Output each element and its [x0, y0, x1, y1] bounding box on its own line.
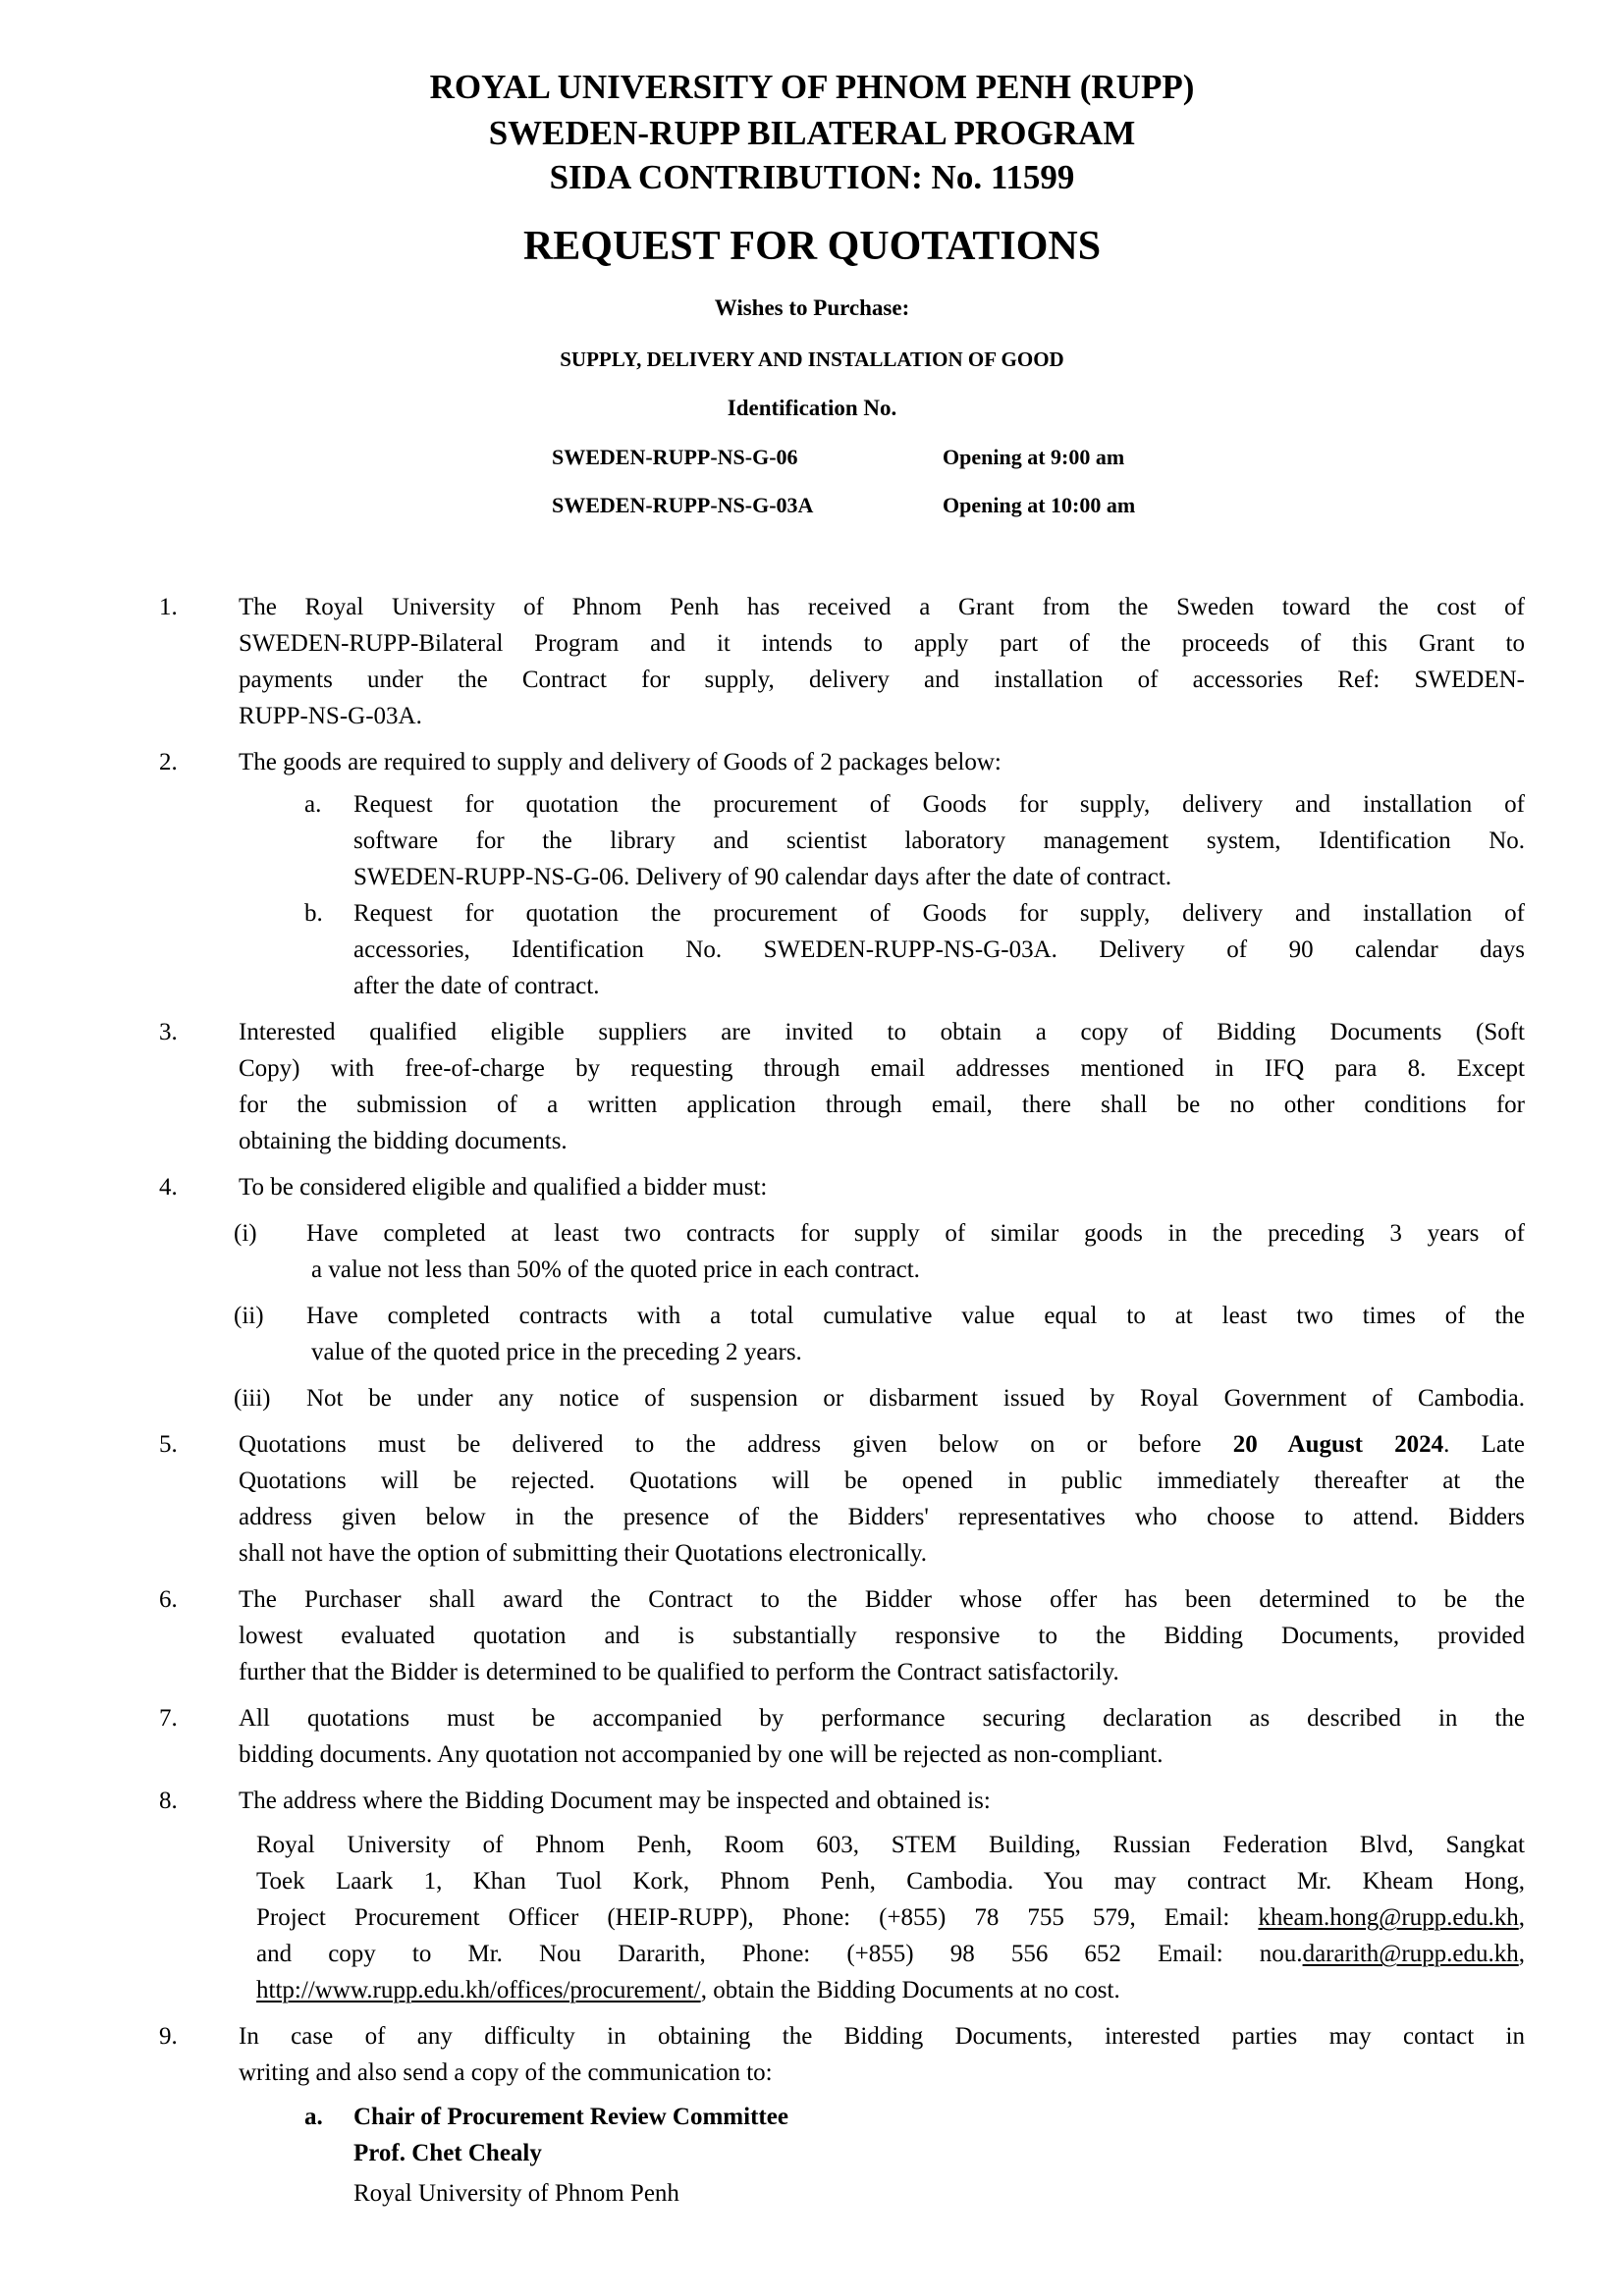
- text-line: The Royal University of Phnom Penh has received a Grant from the Sweden toward the cost of: [239, 594, 1525, 620]
- text-line: bidding documents. Any quotation not accompanied by one will be rejected as non-compliant.: [239, 1741, 1164, 1768]
- section-7: [0, 1700, 1624, 1773]
- text-line: value of the quoted price in the preceding 2 years.: [311, 1339, 802, 1365]
- section-number: 2.: [159, 749, 178, 775]
- text-line: Copy) with free-of-charge by requesting through email addresses mentioned in IFQ para 8. Except: [239, 1055, 1525, 1082]
- text-segment: and copy to Mr. Nou Dararith, Phone: (+855) 98 556 652 Email: nou.: [256, 1941, 1303, 1967]
- text-line: [239, 1426, 1525, 1463]
- section-4-item-iii: [0, 1380, 1624, 1416]
- text-segment: ,: [1518, 1941, 1525, 1967]
- section-1: [0, 589, 1624, 734]
- section-number: 1.: [159, 594, 178, 620]
- identification-label: Identification No.: [727, 396, 897, 420]
- text-line: Have completed at least two contracts for supply of similar goods in the preceding 3 years of: [306, 1220, 1525, 1247]
- header-university: ROYAL UNIVERSITY OF PHNOM PENH (RUPP): [429, 68, 1195, 106]
- text-line: Quotations will be rejected. Quotations will be opened in public immediately thereafter at the: [239, 1468, 1525, 1494]
- section-number: 4.: [159, 1174, 178, 1201]
- text-line: further that the Bidder is determined to be qualified to perform the Contract satisfactorily.: [239, 1659, 1119, 1685]
- text-line: Royal University of Phnom Penh, Room 603, STEM Building, Russian Federation Blvd, Sangkat: [256, 1832, 1525, 1858]
- text-segment: . Late: [1443, 1431, 1525, 1458]
- text-line: [256, 1972, 1525, 2008]
- section-2-item-a: [0, 786, 1624, 895]
- contact-name: Prof. Chet Chealy: [353, 2140, 542, 2166]
- procurement-website-link[interactable]: http://www.rupp.edu.kh/offices/procurement/: [256, 1977, 701, 2003]
- item-label: a.: [304, 2104, 323, 2130]
- text-line: The goods are required to supply and delivery of Goods of 2 packages below:: [239, 749, 1001, 775]
- text-line: Not be under any notice of suspension or disbarment issued by Royal Government of Cambodia.: [306, 1385, 1525, 1412]
- review-committee-contact: [0, 2099, 1624, 2212]
- text-segment: ,: [1518, 1904, 1525, 1931]
- text-line: [256, 1899, 1525, 1936]
- text-line: Have completed contracts with a total cumulative value equal to at least two times of the: [306, 1303, 1525, 1329]
- contact-organization: Royal University of Phnom Penh: [353, 2180, 679, 2207]
- contact-title: Chair of Procurement Review Committee: [353, 2104, 788, 2130]
- text-line: The Purchaser shall award the Contract to the Bidder whose offer has been determined to be the: [239, 1586, 1525, 1613]
- document-title: REQUEST FOR QUOTATIONS: [522, 224, 1102, 269]
- text-line: a value not less than 50% of the quoted price in each contract.: [311, 1256, 920, 1283]
- header-program: SWEDEN-RUPP BILATERAL PROGRAM: [488, 114, 1136, 152]
- section-8: [0, 1783, 1624, 1819]
- bidding-document-address: [0, 1827, 1624, 2008]
- section-4: [0, 1169, 1624, 1205]
- text-line: for the submission of a written application through email, there shall be no other conditions for: [239, 1092, 1525, 1118]
- package-code: SWEDEN-RUPP-NS-G-06: [552, 445, 798, 469]
- text-line: payments under the Contract for supply, delivery and installation of accessories Ref: SWEDEN-: [239, 667, 1525, 693]
- text-line: after the date of contract.: [353, 973, 600, 999]
- section-5: [0, 1426, 1624, 1572]
- item-label: (iii): [234, 1385, 271, 1412]
- wishes-to-purchase: Wishes to Purchase:: [714, 295, 910, 320]
- text-line: [256, 1936, 1525, 1972]
- document-body: [0, 589, 1624, 2212]
- item-label: a.: [304, 791, 322, 818]
- text-line: shall not have the option of submitting their Quotations electronically.: [239, 1540, 928, 1567]
- text-line: obtaining the bidding documents.: [239, 1128, 568, 1154]
- section-9: [0, 2018, 1624, 2091]
- section-2-item-b: [0, 895, 1624, 1004]
- header-contribution: SIDA CONTRIBUTION: No. 11599: [549, 158, 1075, 196]
- section-2: [0, 744, 1624, 780]
- text-line: The address where the Bidding Document may be inspected and obtained is:: [239, 1788, 991, 1814]
- text-segment: , obtain the Bidding Documents at no cost.: [700, 1977, 1120, 2003]
- section-4-item-ii: [0, 1298, 1624, 1370]
- text-line: RUPP-NS-G-03A.: [239, 703, 422, 729]
- text-line: writing and also send a copy of the communication to:: [239, 2059, 773, 2086]
- text-line: All quotations must be accompanied by performance securing declaration as described in the: [239, 1705, 1525, 1732]
- text-line: SWEDEN-RUPP-NS-G-06. Delivery of 90 calendar days after the date of contract.: [353, 864, 1172, 890]
- text-line: Toek Laark 1, Khan Tuol Kork, Phnom Penh, Cambodia. You may contract Mr. Kheam Hong,: [256, 1868, 1525, 1895]
- item-label: b.: [304, 900, 323, 927]
- email-link-nou-dararith[interactable]: dararith@rupp.edu.kh: [1302, 1941, 1519, 1967]
- text-line: Interested qualified eligible suppliers are invited to obtain a copy of Bidding Documents (Soft: [239, 1019, 1525, 1045]
- section-number: 5.: [159, 1431, 178, 1458]
- text-segment: Project Procurement Officer (HEIP-RUPP), Phone: (+855) 78 755 579, Email:: [256, 1904, 1259, 1931]
- submission-deadline: 20 August 2024: [1232, 1431, 1444, 1458]
- text-line: SWEDEN-RUPP-Bilateral Program and it intends to apply part of the proceeds of this Grant to: [239, 630, 1525, 657]
- text-line: accessories, Identification No. SWEDEN-RUPP-NS-G-03A. Delivery of 90 calendar days: [353, 936, 1525, 963]
- item-label: (ii): [234, 1303, 264, 1329]
- text-line: Request for quotation the procurement of Goods for supply, delivery and installation of: [353, 791, 1525, 818]
- section-number: 3.: [159, 1019, 178, 1045]
- package-opening-time: Opening at 9:00 am: [943, 445, 1125, 469]
- package-code: SWEDEN-RUPP-NS-G-03A: [552, 493, 814, 517]
- purchase-subject: SUPPLY, DELIVERY AND INSTALLATION OF GOOD: [560, 347, 1064, 371]
- section-6: [0, 1581, 1624, 1690]
- section-4-item-i: [0, 1215, 1624, 1288]
- text-line: In case of any difficulty in obtaining the Bidding Documents, interested parties may contact in: [239, 2023, 1525, 2050]
- text-line: Request for quotation the procurement of Goods for supply, delivery and installation of: [353, 900, 1525, 927]
- section-number: 7.: [159, 1705, 178, 1732]
- email-link-kheam-hong[interactable]: kheam.hong@rupp.edu.kh: [1258, 1904, 1519, 1931]
- package-opening-time: Opening at 10:00 am: [943, 493, 1136, 517]
- text-line: To be considered eligible and qualified a bidder must:: [239, 1174, 768, 1201]
- text-line: address given below in the presence of the Bidders' representatives who choose to attend. Bidders: [239, 1504, 1525, 1530]
- section-number: 6.: [159, 1586, 178, 1613]
- section-number: 8.: [159, 1788, 178, 1814]
- text-line: software for the library and scientist laboratory management system, Identification No.: [353, 828, 1525, 854]
- item-label: (i): [234, 1220, 257, 1247]
- section-number: 9.: [159, 2023, 178, 2050]
- section-3: [0, 1014, 1624, 1159]
- text-segment: Quotations must be delivered to the address given below on or before: [239, 1431, 1202, 1458]
- text-line: lowest evaluated quotation and is substantially responsive to the Bidding Documents, provided: [239, 1623, 1525, 1649]
